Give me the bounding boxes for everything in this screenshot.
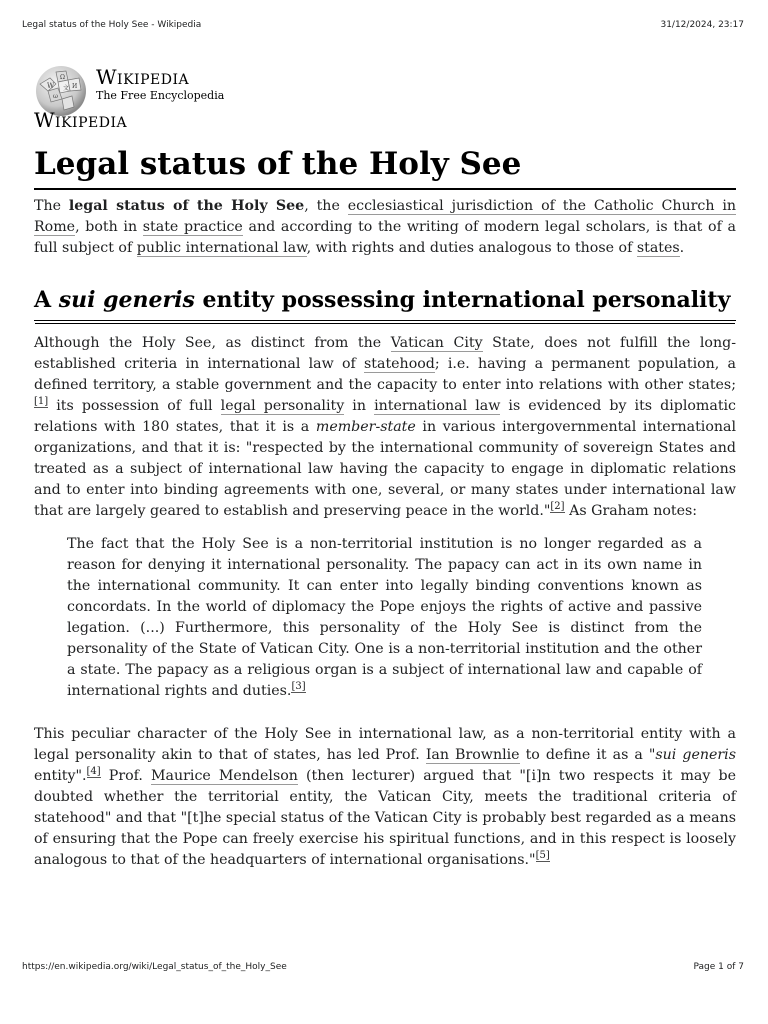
link-state-practice[interactable]: state practice <box>142 219 243 235</box>
wikipedia-wordmark: Wikipedia <box>96 65 190 89</box>
print-header <box>22 20 744 32</box>
link-ecclesiastical-jurisdiction[interactable]: ecclesiastical jurisdiction of the Catholic Church in Rome <box>34 198 737 235</box>
svg-text:W: W <box>47 82 55 90</box>
print-footer-page: Page 1 of 7 <box>693 962 744 972</box>
quote-text: The fact that the Holy See is a non-territorial institution is no longer regarded as a reason for denying it international personality. The papacy can act in its own name in the international community. It can enter into legally binding conventions known as concordats. In the world of diplomacy the Pope enjoys the rights of active and passive legation. (...) Furthermore, this personality of the Holy See is distinct from the personality of the State of Vatican City. One is a non-territorial institution and the other a state. The papacy as a religious organ is a subject of international law and capable of international rights and duties. <box>67 536 702 699</box>
section-paragraph-2: This peculiar character of the Holy See in international law, as a non-territorial entity with a legal personality akin to that of states, has led Prof. Ian Brownlie to define it as a "sui generis entity".[4] Prof. Maurice Mendelson (then lecturer) argued that "[i]n two respects it may be doubted whether the territorial entity, the Vatican City, meets the traditional criteria of statehood" and that "[t]he special status of the Vatican City is probably best regarded as a means of ensuring that the Pope can freely exercise his spiritual functions, and in this respect is loosely analogous to that of the headquarters of international organisations."[5] <box>34 726 736 868</box>
link-public-international-law[interactable]: public international law <box>136 240 307 256</box>
link-statehood[interactable]: statehood <box>364 356 435 372</box>
citation-4[interactable]: [4] <box>86 766 101 778</box>
link-ian-brownlie[interactable]: Ian Brownlie <box>425 747 520 763</box>
link-states[interactable]: states <box>636 240 680 256</box>
citation-2[interactable]: [2] <box>550 501 565 513</box>
lead-paragraph: The legal status of the Holy See, the ecclesiastical jurisdiction of the Catholic Church in Rome, both in state practice and according to the writing of modern legal scholars, is that of a full subject of public international law, with rights and duties analogous to those of states. <box>34 198 737 256</box>
wikipedia-tagline: The Free Encyclopedia <box>96 89 225 102</box>
svg-text:ω: ω <box>53 93 58 100</box>
link-legal-personality[interactable]: legal personality <box>220 398 345 414</box>
print-footer <box>22 962 744 974</box>
wikipedia-wordmark-secondary: Wikipedia <box>34 108 128 132</box>
wikipedia-brand[interactable] <box>34 62 334 132</box>
link-vatican-city[interactable]: Vatican City <box>390 335 483 351</box>
print-header-title: Legal status of the Holy See - Wikipedia <box>22 20 202 30</box>
bold-term: legal status of the Holy See <box>68 198 305 214</box>
section-paragraph-1: Although the Holy See, as distinct from the Vatican City State, does not fulfill the long-established criteria in international law of statehood; i.e. having a permanent population, a defined territory, a stable government and the capacity to enter into relations with other states;[1] its possession of full legal personality in international law is evidenced by its diplomatic relations with 180 states, that it is a member-state in various intergovernmental international organizations, and that it is: "respected by the international community of sovereign States and treated as a subject of international law having the capacity to engage in diplomatic relations and to enter into binding agreements with one, several, or many states under international law that are largely geared to establish and preserving peace in the world."[2] As Graham notes: <box>34 335 736 519</box>
print-footer-url: https://en.wikipedia.org/wiki/Legal_status_of_the_Holy_See <box>22 962 287 972</box>
link-maurice-mendelson[interactable]: Maurice Mendelson <box>151 768 298 784</box>
section-heading: A sui generis entity possessing international personality <box>34 285 736 321</box>
graham-quote <box>67 534 702 702</box>
svg-text:И: И <box>72 83 78 90</box>
citation-1[interactable]: [1] <box>34 396 49 408</box>
page-title: Legal status of the Holy See <box>34 142 736 190</box>
print-header-datetime: 31/12/2024, 23:17 <box>660 20 744 30</box>
svg-text:Ω: Ω <box>60 74 65 81</box>
link-international-law[interactable]: international law <box>374 398 501 414</box>
citation-3[interactable]: [3] <box>291 681 306 693</box>
citation-5[interactable]: [5] <box>535 850 550 862</box>
article-content <box>34 142 736 871</box>
svg-text:文: 文 <box>63 85 70 92</box>
